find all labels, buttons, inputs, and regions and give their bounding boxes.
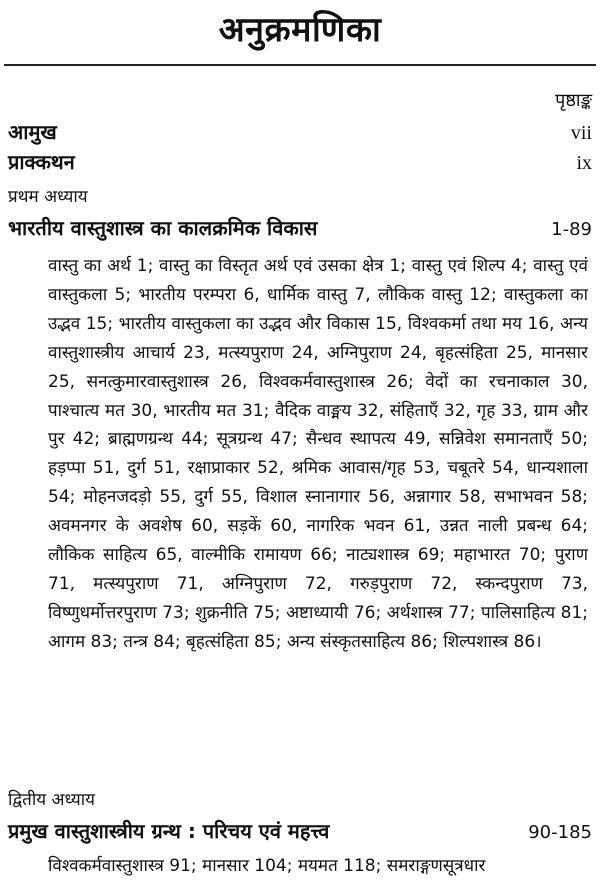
front-matter-entry-foreword[interactable] <box>8 118 592 145</box>
chapter-title: प्रमुख वास्तुशास्त्रीय ग्रन्थ : परिचय एवं महत्त्व <box>8 819 330 843</box>
chapter-heading-1[interactable] <box>8 214 592 241</box>
chapter-topics: विश्वकर्मवास्तुशास्त्र 91; मानसार 104; मयमत 118; समराङ्गणसूत्रधार <box>48 856 486 876</box>
front-matter-entry-preface[interactable] <box>8 148 592 175</box>
chapter-heading-2[interactable] <box>8 817 592 844</box>
entry-page-number: vii <box>570 122 592 144</box>
page-title: अनुक्रमणिका <box>218 10 382 50</box>
title-divider <box>4 64 596 66</box>
chapter-title: भारतीय वास्तुशास्त्र का कालक्रमिक विकास <box>8 216 318 240</box>
chapter-number-label: द्वितीय अध्याय <box>8 790 96 810</box>
chapter-number-label: प्रथम अध्याय <box>8 187 88 207</box>
chapter-page-range: 90-185 <box>528 822 592 843</box>
entry-label: प्राक्कथन <box>8 150 75 174</box>
entry-label: आमुख <box>8 120 57 144</box>
entry-page-number: ix <box>576 152 592 174</box>
chapter-topics: वास्तु का अर्थ 1; वास्तु का विस्तृत अर्थ एवं उसका क्षेत्र 1; वास्तु एवं शिल्प 4; वास्तु एवं वास्तुकला 5; भारतीय परम्परा 6, धार्मिक वास्तु 7, लौकिक वास्तु 12; वास्तुकला का उद्भव 15; भारतीय वास्तुकला का उद्भव और विकास 15, विश्वकर्मा तथा मय 16, अन्य वास्तुशास्त्रीय आचार्य 23, मत्स्यपुराण 24, अग्निपुराण 24, बृहत्संहिता 25, मानसार 25, सनत्कुमारवास्तुशास्त्र 26, विश्वकर्मवास्तुशास्त्र 26; वेदों का रचनाकाल 30, पाश्चात्य मत 30, भारतीय मत 31; वैदिक वाङ्मय 32, संहिताएँ 32, गृह 33, ग्राम और पुर 42; ब्राह्मणग्रन्थ 44; सूत्रग्रन्थ 47; सैन्धव स्थापत्य 49, सन्निवेश समानताएँ 50; हड़प्पा 51, दुर्ग 51, रक्षाप्राकार 52, श्रमिक आवास/गृह 53, चबूतरे 54, धान्यशाला 54; मोहनजदड़ो 55, दुर्ग 55, विशाल स्नानागार 56, अन्नागार 58, सभाभवन 58; अवमनगर के अवशेष 60, सड़कें 60, नागरिक भवन 61, उन्नत नाली प्रबन्ध 64; लौकिक साहित्य 65, वाल्मीकि रामायण 66; नाट्यशास्त्र 69; महाभारत 70; पुराण 71, मत्स्यपुराण 71, अग्निपुराण 72, गरुड़पुराण 72, स्कन्दपुराण 73, विष्णुधर्मोत्तरपुराण 73; शुक्रनीति 75; अष्टाध्यायी 76; अर्थशास्त्र 77; पालिसाहित्य 81; आगम 83; तन्त्र 84; बृहत्संहिता 85; अन्य संस्कृतसाहित्य 86; शिल्पशास्त्र 86। <box>48 256 588 652</box>
page-number-header: पृष्ठाङ्क <box>555 90 592 111</box>
chapter-page-range: 1-89 <box>551 219 592 240</box>
page-number-header-row <box>8 88 592 112</box>
